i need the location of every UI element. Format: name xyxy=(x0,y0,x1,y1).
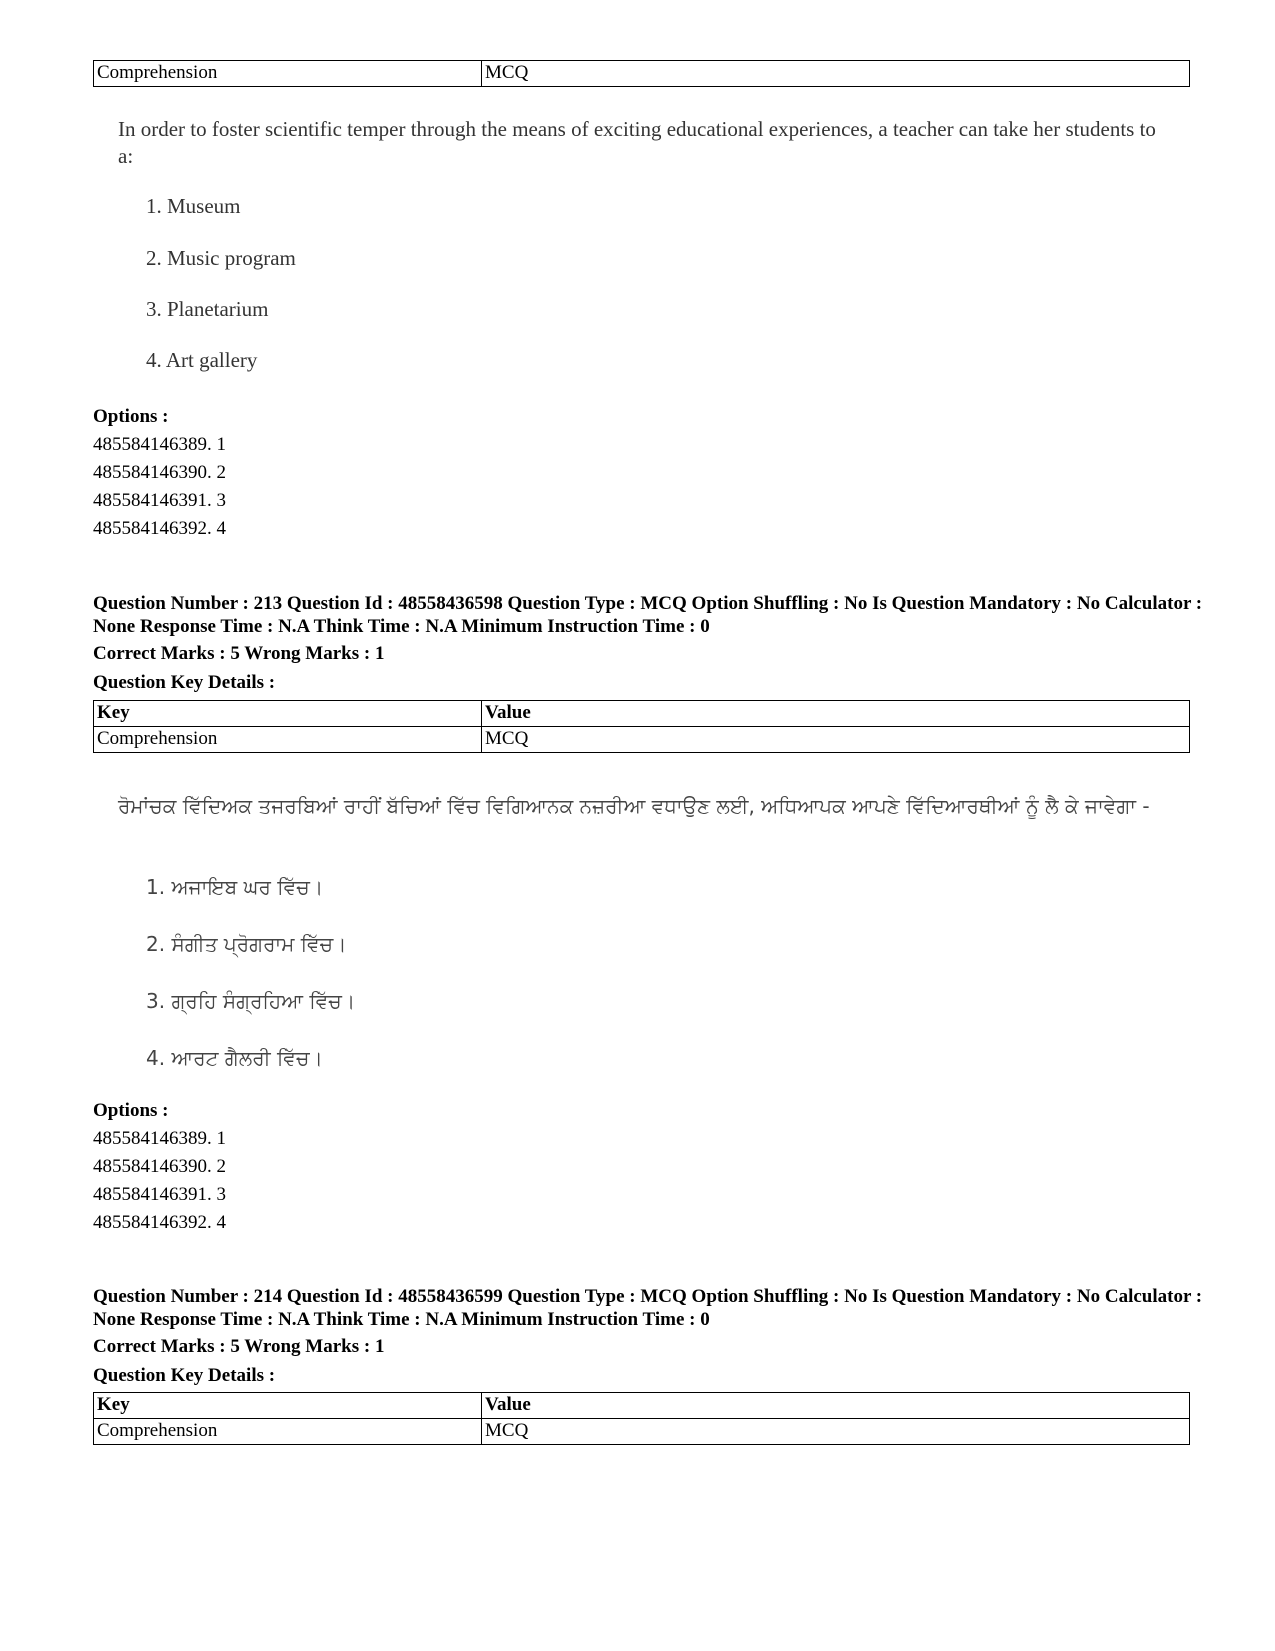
key-cell: Comprehension xyxy=(94,1419,482,1445)
question-stem: In order to foster scientific temper through the means of exciting educational experiences, a teacher can take her students to a: xyxy=(118,117,1156,168)
options-label: Options : xyxy=(93,406,169,427)
key-details-table-214 xyxy=(93,1392,1190,1445)
option-item: 485584146391. 3 xyxy=(93,490,226,511)
question-item-4: 4. Art gallery xyxy=(146,348,258,372)
value-header: Value xyxy=(482,1393,1190,1419)
options-block-q213 xyxy=(93,1097,226,1237)
option-item: 485584146389. 1 xyxy=(93,1128,226,1149)
table-header-row xyxy=(94,1393,1190,1419)
value-header: Value xyxy=(482,701,1190,727)
key-details-label-213: Question Key Details : xyxy=(93,672,276,693)
question-item-3: 3. Planetarium xyxy=(146,297,269,321)
key-details-table-213 xyxy=(93,700,1190,753)
option-item: 485584146390. 2 xyxy=(93,462,226,483)
options-label: Options : xyxy=(93,1100,169,1121)
table-header-row xyxy=(94,701,1190,727)
question-item-2: 2. Music program xyxy=(146,246,296,270)
question-item-1: 1. ਅਜਾਇਬ ਘਰ ਵਿੱਚ। xyxy=(146,875,324,899)
value-cell: MCQ xyxy=(482,61,1190,87)
question-item-1: 1. Museum xyxy=(146,194,241,218)
key-cell: Comprehension xyxy=(94,727,482,753)
options-block-q212 xyxy=(93,403,226,543)
value-cell: MCQ xyxy=(482,727,1190,753)
option-item: 485584146390. 2 xyxy=(93,1156,226,1177)
value-cell: MCQ xyxy=(482,1419,1190,1445)
marks-213: Correct Marks : 5 Wrong Marks : 1 xyxy=(93,643,385,664)
table-row xyxy=(94,1419,1190,1445)
question-item-2: 2. ਸੰਗੀਤ ਪ੍ਰੋਗਰਾਮ ਵਿੱਚ। xyxy=(146,932,347,956)
option-item: 485584146392. 4 xyxy=(93,518,226,539)
question-item-3: 3. ਗ੍ਰਹਿ ਸੰਗ੍ਰਹਿਆ ਵਿੱਚ। xyxy=(146,989,356,1013)
option-item: 485584146389. 1 xyxy=(93,434,226,455)
key-details-label-214: Question Key Details : xyxy=(93,1365,276,1386)
key-cell: Comprehension xyxy=(94,61,482,87)
question-meta-213: Question Number : 213 Question Id : 48558436598 Question Type : MCQ Option Shuffling : No Is Question Mandatory : No Calculator : None Response Time : N.A Think Time : N.A Minimum Instruction Time : 0 xyxy=(93,593,1203,637)
question-image-english xyxy=(118,116,1158,372)
marks-214: Correct Marks : 5 Wrong Marks : 1 xyxy=(93,1336,385,1357)
question-image-punjabi xyxy=(118,790,1158,1070)
option-item: 485584146391. 3 xyxy=(93,1184,226,1205)
option-item: 485584146392. 4 xyxy=(93,1212,226,1233)
question-stem: ਰੋਮਾਂਚਕ ਵਿੱਦਿਅਕ ਤਜਰਬਿਆਂ ਰਾਹੀਂ ਬੱਚਿਆਂ ਵਿੱਚ ਵਿਗਿਆਨਕ ਨਜ਼ਰੀਆ ਵਧਾਉਣ ਲਈ, ਅਧਿਆਪਕ ਆਪਣੇ ਵਿੱਦਿਆਰਥੀਆਂ ਨੂੰ ਲੈ ਕੇ ਜਾਵੇਗਾ - xyxy=(118,794,1150,818)
table-row xyxy=(94,727,1190,753)
question-meta-214: Question Number : 214 Question Id : 48558436599 Question Type : MCQ Option Shuffling : No Is Question Mandatory : No Calculator : None Response Time : N.A Think Time : N.A Minimum Instruction Time : 0 xyxy=(93,1286,1203,1330)
key-header: Key xyxy=(94,701,482,727)
key-details-table-top xyxy=(93,60,1190,87)
key-header: Key xyxy=(94,1393,482,1419)
question-item-4: 4. ਆਰਟ ਗੈਲਰੀ ਵਿੱਚ। xyxy=(146,1046,323,1070)
table-row xyxy=(94,61,1190,87)
